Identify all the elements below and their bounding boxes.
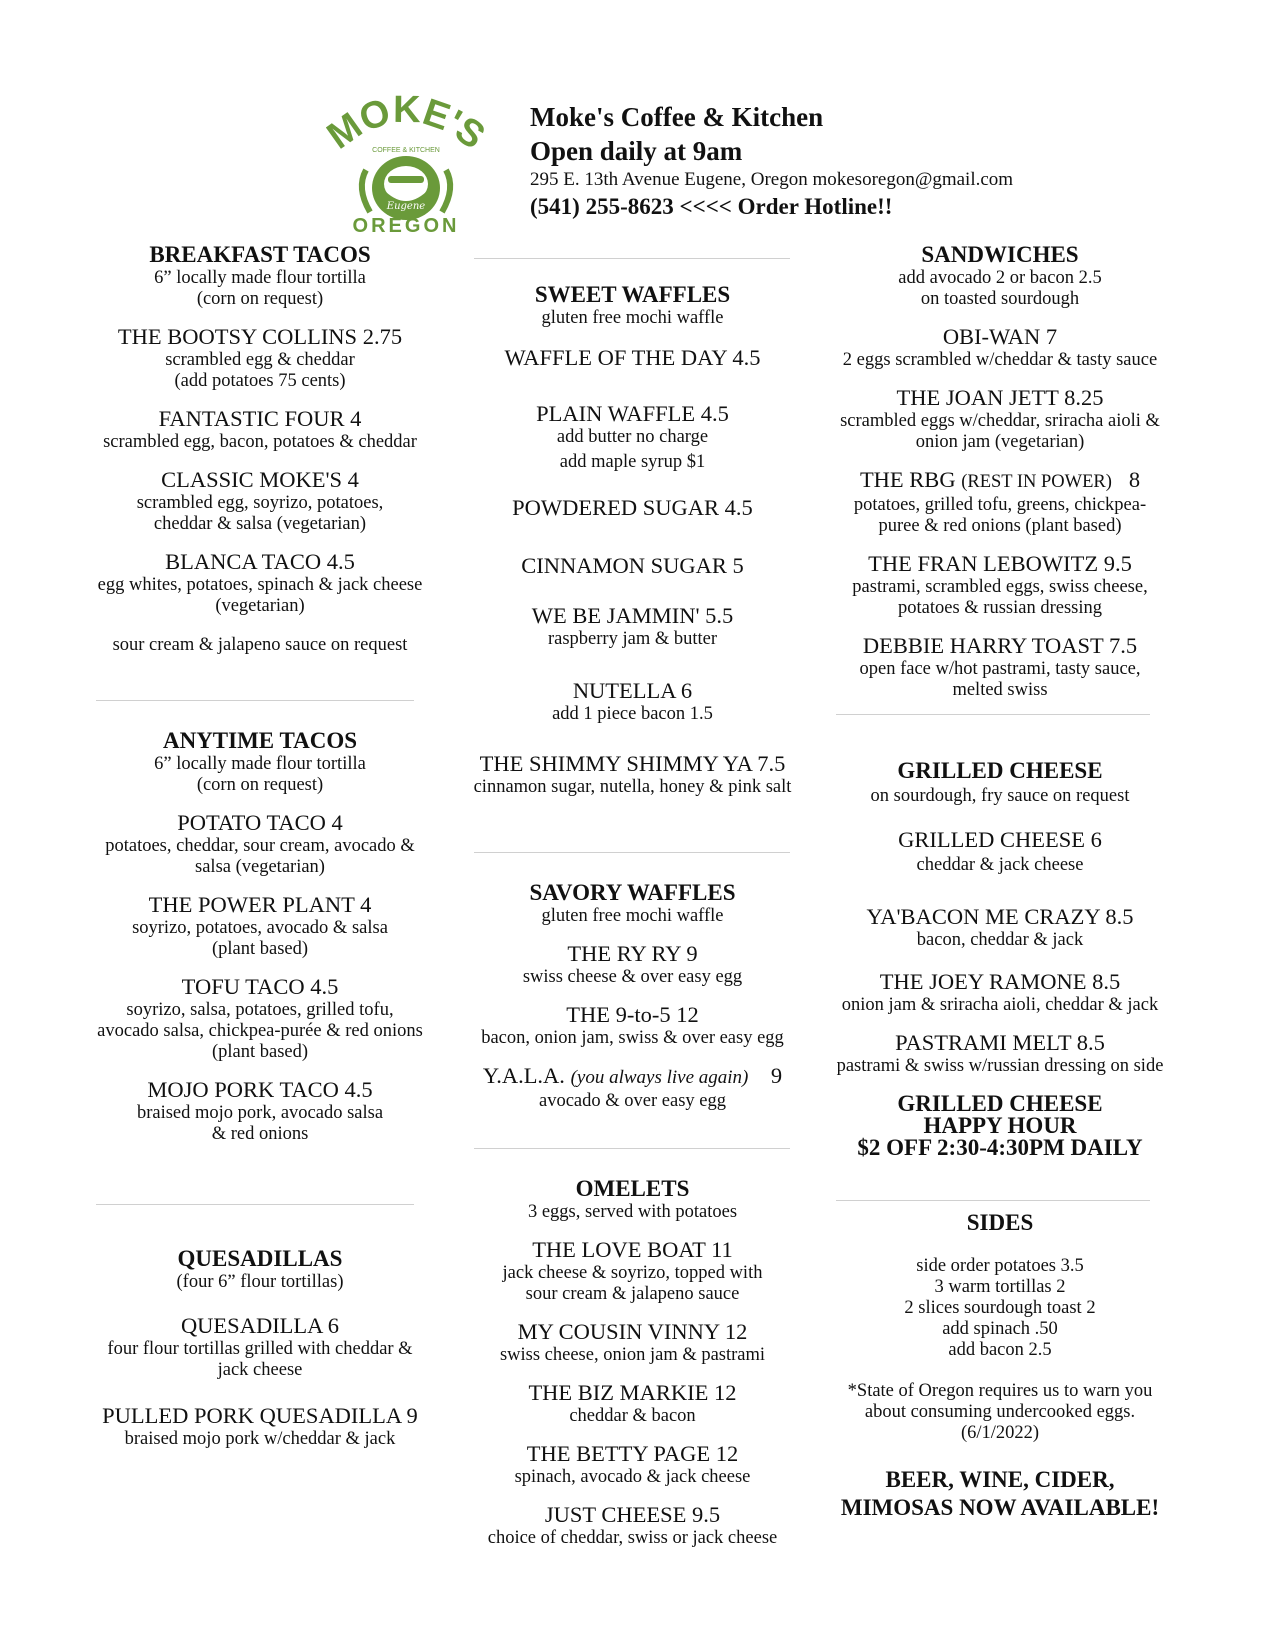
anytime-tacos-section bbox=[60, 728, 460, 1145]
item-name: TOFU TACO 4.5 bbox=[181, 974, 339, 999]
item-name: PASTRAMI MELT 8.5 bbox=[895, 1030, 1105, 1055]
section-subtitle: gluten free mochi waffle bbox=[541, 308, 724, 328]
item-name: THE POWER PLANT 4 bbox=[148, 892, 372, 917]
item-name: MOJO PORK TACO 4.5 bbox=[147, 1077, 373, 1102]
section-subtitle: on toasted sourdough bbox=[920, 289, 1080, 309]
item-name: WAFFLE OF THE DAY 4.5 bbox=[504, 345, 761, 370]
moke-logo-graphic bbox=[326, 92, 486, 238]
menu-item bbox=[810, 969, 1190, 1016]
item-name: PLAIN WAFFLE 4.5 bbox=[536, 401, 729, 426]
logo-state: OREGON bbox=[352, 215, 460, 237]
warning-line: (6/1/2022) bbox=[960, 1423, 1040, 1443]
item-name: THE BETTY PAGE 12 bbox=[526, 1441, 739, 1466]
divider bbox=[836, 1200, 1150, 1201]
section-subtitle: (corn on request) bbox=[196, 289, 324, 309]
header bbox=[530, 100, 1250, 222]
item-name: THE LOVE BOAT 11 bbox=[532, 1237, 733, 1262]
item-description: bacon, cheddar & jack bbox=[916, 930, 1084, 950]
item-description: braised mojo pork w/cheddar & jack bbox=[124, 1429, 396, 1449]
item-description: onion jam & sriracha aioli, cheddar & jack bbox=[841, 995, 1159, 1015]
item-description: add 1 piece bacon 1.5 bbox=[552, 704, 713, 724]
menu-item bbox=[445, 678, 820, 725]
item-name-small: (REST IN POWER) bbox=[961, 472, 1112, 492]
item-name: THE RY RY 9 bbox=[567, 941, 698, 966]
menu-item bbox=[445, 751, 820, 798]
section-title: QUESADILLAS bbox=[177, 1246, 343, 1271]
egg-warning bbox=[810, 1381, 1190, 1444]
item-description: braised mojo pork, avocado salsa bbox=[136, 1103, 384, 1123]
item-name: POTATO TACO 4 bbox=[177, 810, 343, 835]
menu-item bbox=[810, 385, 1190, 453]
divider bbox=[96, 1204, 414, 1205]
menu-item bbox=[60, 1313, 460, 1381]
item-description: cheddar & bacon bbox=[569, 1406, 696, 1426]
item-description: avocado & over easy egg bbox=[539, 1091, 726, 1111]
opening-hours: Open daily at 9am bbox=[530, 136, 743, 166]
menu-item bbox=[445, 1237, 820, 1305]
item-description: choice of cheddar, swiss or jack cheese bbox=[487, 1528, 778, 1548]
item-description: raspberry jam & butter bbox=[547, 629, 717, 649]
item-name: CINNAMON SUGAR 5 bbox=[521, 553, 744, 578]
drinks-line: MIMOSAS NOW AVAILABLE! bbox=[840, 1495, 1160, 1520]
item-name: THE BIZ MARKIE 12 bbox=[528, 1380, 737, 1405]
drinks-line: BEER, WINE, CIDER, bbox=[885, 1467, 1115, 1492]
item-name: FANTASTIC FOUR 4 bbox=[158, 406, 362, 431]
item-name: MY COUSIN VINNY 12 bbox=[517, 1319, 748, 1344]
item-description: salsa (vegetarian) bbox=[195, 857, 325, 877]
item-name: WE BE JAMMIN' 5.5 bbox=[531, 603, 734, 628]
item-name: QUESADILLA 6 bbox=[180, 1313, 340, 1338]
section-title: BREAKFAST TACOS bbox=[149, 242, 371, 267]
item-name bbox=[445, 1063, 820, 1091]
section-subtitle: gluten free mochi waffle bbox=[541, 906, 724, 926]
item-description: bacon, onion jam, swiss & over easy egg bbox=[481, 1028, 784, 1048]
section-subtitle: (corn on request) bbox=[196, 775, 324, 795]
item-description: jack cheese bbox=[217, 1360, 303, 1380]
happy-hour-line: HAPPY HOUR bbox=[923, 1113, 1077, 1138]
logo-word: OKE' bbox=[353, 92, 469, 144]
restaurant-name: Moke's Coffee & Kitchen bbox=[530, 102, 824, 132]
item-name: YA'BACON ME CRAZY 8.5 bbox=[866, 904, 1134, 929]
section-title: OMELETS bbox=[575, 1176, 690, 1201]
menu-item bbox=[445, 1380, 820, 1427]
section-title: SAVORY WAFFLES bbox=[529, 880, 736, 905]
sandwiches-section bbox=[810, 242, 1190, 701]
menu-item bbox=[445, 941, 820, 988]
item-name: NUTELLA 6 bbox=[572, 678, 693, 703]
menu-item bbox=[810, 467, 1190, 537]
item-description: pastrami & swiss w/russian dressing on side bbox=[836, 1056, 1164, 1076]
item-name: OBI-WAN 7 bbox=[942, 324, 1058, 349]
item-description: potatoes, cheddar, sour cream, avocado & bbox=[105, 836, 415, 856]
item-description: scrambled egg, soyrizo, potatoes, bbox=[136, 493, 384, 513]
menu-item bbox=[445, 1441, 820, 1488]
item-description: scrambled egg & cheddar bbox=[165, 350, 355, 370]
item-description: swiss cheese & over easy egg bbox=[522, 967, 743, 987]
item-name: THE JOEY RAMONE 8.5 bbox=[879, 969, 1121, 994]
section-subtitle: 6” locally made flour tortilla bbox=[154, 268, 366, 288]
item-name: CLASSIC MOKE'S 4 bbox=[161, 467, 359, 492]
item-description: pastrami, scrambled eggs, swiss cheese, bbox=[852, 577, 1148, 597]
menu-item bbox=[60, 467, 460, 535]
menu-item bbox=[810, 551, 1190, 619]
section-title: SWEET WAFFLES bbox=[534, 282, 731, 307]
menu-item bbox=[810, 324, 1190, 371]
menu-item bbox=[810, 827, 1190, 876]
quesadillas-section bbox=[60, 1246, 460, 1450]
menu-item bbox=[445, 603, 820, 650]
item-description: four flour tortillas grilled with cheddar & bbox=[107, 1339, 413, 1359]
order-hotline: (541) 255-8623 <<<< Order Hotline!! bbox=[530, 194, 893, 219]
divider bbox=[474, 1148, 790, 1149]
item-description: (add potatoes 75 cents) bbox=[174, 371, 346, 391]
item-description: puree & red onions (plant based) bbox=[878, 516, 1122, 536]
item-description: scrambled eggs w/cheddar, sriracha aioli & bbox=[840, 411, 1160, 431]
menu-item bbox=[445, 553, 820, 579]
address-email: 295 E. 13th Avenue Eugene, Oregon mokesoregon@gmail.com bbox=[530, 169, 1014, 190]
menu-item bbox=[810, 904, 1190, 951]
item-description: scrambled egg, bacon, potatoes & cheddar bbox=[103, 432, 417, 452]
section-subtitle: on sourdough, fry sauce on request bbox=[870, 786, 1130, 806]
item-description: cheddar & salsa (vegetarian) bbox=[153, 514, 367, 534]
section-title: SANDWICHES bbox=[921, 242, 1079, 267]
menu-item bbox=[60, 549, 460, 617]
item-description: cheddar & jack cheese bbox=[916, 855, 1084, 875]
side-item: add spinach .50 bbox=[942, 1319, 1058, 1339]
happy-hour-line: GRILLED CHEESE bbox=[897, 1091, 1103, 1116]
item-name: GRILLED CHEESE 6 bbox=[898, 827, 1102, 852]
menu-item bbox=[810, 633, 1190, 701]
item-description: cinnamon sugar, nutella, honey & pink salt bbox=[473, 777, 792, 797]
item-description: potatoes, grilled tofu, greens, chickpea- bbox=[853, 495, 1147, 515]
drinks-announcement bbox=[810, 1466, 1190, 1522]
menu-item bbox=[60, 324, 460, 392]
menu-item bbox=[445, 1002, 820, 1049]
item-name-text: THE RBG bbox=[859, 467, 956, 492]
grilled-cheese-section bbox=[810, 758, 1190, 1159]
menu-item bbox=[445, 1502, 820, 1549]
menu-item bbox=[445, 401, 820, 473]
item-name: THE SHIMMY SHIMMY YA 7.5 bbox=[479, 751, 786, 776]
item-name: PULLED PORK QUESADILLA 9 bbox=[102, 1403, 418, 1428]
sides-list bbox=[810, 1256, 1190, 1361]
item-description: add maple syrup $1 bbox=[559, 452, 706, 472]
item-name-text: Y.A.L.A. bbox=[482, 1063, 565, 1088]
item-price: 9 bbox=[770, 1063, 783, 1088]
menu-item bbox=[60, 810, 460, 878]
item-name: JUST CHEESE 9.5 bbox=[544, 1502, 721, 1527]
item-description: (plant based) bbox=[211, 939, 309, 959]
item-description: jack cheese & soyrizo, topped with bbox=[502, 1263, 763, 1283]
omelets-section bbox=[445, 1176, 820, 1549]
item-description: avocado salsa, chickpea-purée & red onions bbox=[97, 1021, 423, 1041]
logo-tag: COFFEE & KITCHEN bbox=[372, 147, 440, 154]
item-description: swiss cheese, onion jam & pastrami bbox=[499, 1345, 766, 1365]
menu-item bbox=[60, 1403, 460, 1450]
divider bbox=[836, 714, 1150, 715]
item-description: soyrizo, potatoes, avocado & salsa bbox=[132, 918, 388, 938]
item-description: (vegetarian) bbox=[215, 596, 305, 616]
menu-item bbox=[445, 1319, 820, 1366]
section-subtitle: add avocado 2 or bacon 2.5 bbox=[898, 268, 1102, 288]
item-name bbox=[810, 467, 1190, 495]
menu-item bbox=[60, 892, 460, 960]
side-item: side order potatoes 3.5 bbox=[916, 1256, 1084, 1276]
side-item: 3 warm tortillas 2 bbox=[934, 1277, 1066, 1297]
warning-line: *State of Oregon requires us to warn you bbox=[847, 1381, 1153, 1401]
side-item: 2 slices sourdough toast 2 bbox=[904, 1298, 1096, 1318]
moke-logo bbox=[326, 92, 486, 238]
savory-waffles-section bbox=[445, 880, 820, 1112]
item-description: add butter no charge bbox=[556, 427, 709, 447]
section-title: SIDES bbox=[966, 1210, 1034, 1235]
section-title: ANYTIME TACOS bbox=[162, 728, 358, 753]
menu-item bbox=[60, 1077, 460, 1145]
menu-item bbox=[60, 974, 460, 1063]
item-description: sour cream & jalapeno sauce bbox=[525, 1284, 740, 1304]
item-name: BLANCA TACO 4.5 bbox=[165, 549, 355, 574]
item-description: onion jam (vegetarian) bbox=[915, 432, 1085, 452]
item-name: THE BOOTSY COLLINS 2.75 bbox=[117, 324, 403, 349]
item-description: & red onions bbox=[211, 1124, 309, 1144]
section-subtitle: 6” locally made flour tortilla bbox=[154, 754, 366, 774]
breakfast-tacos-section bbox=[60, 242, 460, 656]
divider bbox=[96, 700, 414, 701]
item-description: 2 eggs scrambled w/cheddar & tasty sauce bbox=[842, 350, 1158, 370]
item-description: spinach, avocado & jack cheese bbox=[514, 1467, 751, 1487]
item-description: egg whites, potatoes, spinach & jack cheese bbox=[97, 575, 423, 595]
item-description: open face w/hot pastrami, tasty sauce, bbox=[859, 659, 1141, 679]
section-title: GRILLED CHEESE bbox=[897, 758, 1103, 783]
item-name-italic: (you always live again) bbox=[570, 1067, 749, 1088]
item-price: 8 bbox=[1128, 467, 1141, 492]
menu-item bbox=[445, 1063, 820, 1112]
section-subtitle: (four 6” flour tortillas) bbox=[176, 1272, 344, 1292]
item-name: THE JOAN JETT 8.25 bbox=[896, 385, 1104, 410]
sides-section bbox=[810, 1210, 1190, 1522]
menu-item bbox=[445, 495, 820, 521]
item-name: THE 9-to-5 12 bbox=[566, 1002, 699, 1027]
section-subtitle: 3 eggs, served with potatoes bbox=[527, 1202, 738, 1222]
logo-city: Eugene bbox=[386, 201, 426, 212]
sweet-waffles-section bbox=[445, 282, 820, 798]
happy-hour-line: $2 OFF 2:30-4:30PM DAILY bbox=[857, 1135, 1143, 1160]
item-name: POWDERED SUGAR 4.5 bbox=[512, 495, 753, 520]
menu-item bbox=[445, 345, 820, 371]
item-description: potatoes & russian dressing bbox=[898, 598, 1102, 618]
menu-item bbox=[810, 1030, 1190, 1077]
divider bbox=[474, 852, 790, 853]
item-description: soyrizo, salsa, potatoes, grilled tofu, bbox=[126, 1000, 394, 1020]
happy-hour-block bbox=[810, 1093, 1190, 1159]
warning-line: about consuming undercooked eggs. bbox=[864, 1402, 1136, 1422]
item-name: DEBBIE HARRY TOAST 7.5 bbox=[862, 633, 1138, 658]
section-note: sour cream & jalapeno sauce on request bbox=[112, 635, 408, 655]
item-description: (plant based) bbox=[211, 1042, 309, 1062]
item-name: THE FRAN LEBOWITZ 9.5 bbox=[868, 551, 1132, 576]
divider bbox=[474, 258, 790, 259]
item-description: melted swiss bbox=[952, 680, 1048, 700]
menu-item bbox=[60, 406, 460, 453]
side-item: add bacon 2.5 bbox=[948, 1340, 1052, 1360]
